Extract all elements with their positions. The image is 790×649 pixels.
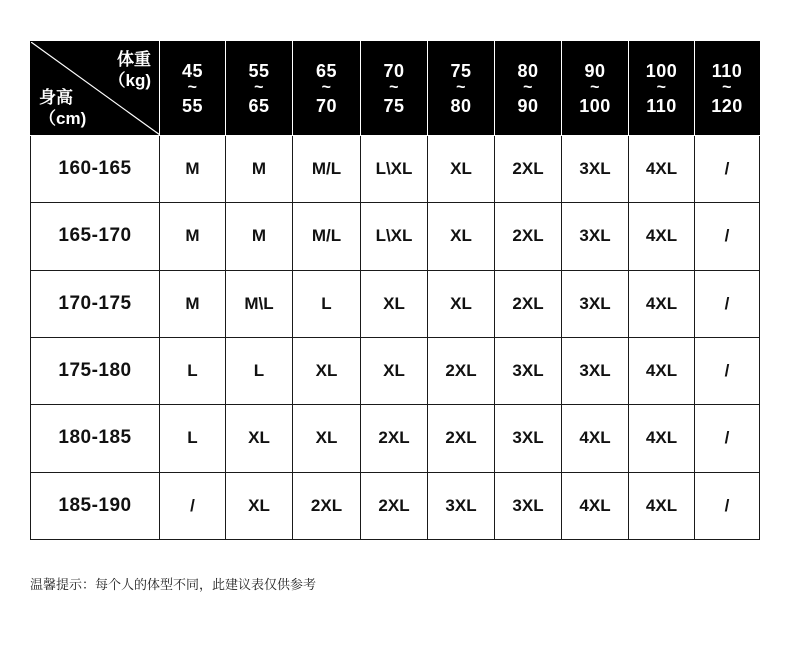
weight-range-tilde: ~	[722, 78, 732, 96]
size-cell: M\L	[226, 270, 293, 337]
size-cell: M	[226, 203, 293, 270]
size-cell: XL	[428, 136, 495, 203]
size-cell: 4XL	[629, 136, 695, 203]
size-cell: 2XL	[361, 405, 428, 472]
size-cell: /	[160, 472, 226, 539]
size-cell: L	[160, 337, 226, 404]
weight-range	[629, 62, 694, 115]
weight-range-header	[226, 42, 293, 136]
size-chart-table	[30, 41, 760, 540]
size-cell: 4XL	[629, 472, 695, 539]
size-cell: /	[695, 337, 760, 404]
weight-range-high: 100	[579, 96, 611, 117]
weight-range-header	[361, 42, 428, 136]
size-cell: 4XL	[629, 203, 695, 270]
weight-range-tilde: ~	[254, 78, 264, 96]
weight-range-tilde: ~	[389, 78, 399, 96]
size-cell: M/L	[293, 203, 361, 270]
weight-range-header	[695, 42, 760, 136]
table-row	[31, 405, 760, 472]
size-cell: /	[695, 203, 760, 270]
weight-range-header	[160, 42, 226, 136]
weight-range-high: 65	[248, 96, 270, 117]
size-cell: XL	[293, 405, 361, 472]
size-cell: 3XL	[562, 270, 629, 337]
size-cell: L	[293, 270, 361, 337]
weight-range-high: 55	[181, 96, 204, 117]
height-range-cell: 165-170	[31, 203, 160, 270]
size-cell: 2XL	[361, 472, 428, 539]
height-label: 身高	[39, 88, 73, 107]
weight-range-tilde: ~	[523, 78, 533, 96]
weight-axis-label	[109, 49, 152, 91]
weight-range	[361, 62, 427, 115]
size-cell: M	[226, 136, 293, 203]
size-cell: 3XL	[495, 337, 562, 404]
weight-range-low: 55	[248, 60, 270, 81]
table-body	[31, 136, 760, 540]
weight-range-tilde: ~	[187, 78, 198, 96]
weight-range-low: 80	[517, 60, 539, 81]
corner-header-cell	[31, 42, 160, 136]
size-advice-note: 温馨提示：每个人的体型不同，此建议表仅供参考	[30, 578, 317, 593]
weight-label: 体重	[117, 50, 151, 69]
table-row	[31, 136, 760, 203]
header-row	[31, 42, 760, 136]
weight-range-low: 100	[645, 60, 678, 81]
size-cell: 2XL	[495, 203, 562, 270]
weight-range-high: 120	[711, 96, 743, 117]
weight-range	[160, 62, 225, 115]
height-range-cell: 170-175	[31, 270, 160, 337]
table-row	[31, 472, 760, 539]
size-cell: 2XL	[495, 270, 562, 337]
weight-range	[293, 62, 360, 115]
size-cell: M	[160, 270, 226, 337]
weight-unit: （kg)	[108, 71, 151, 90]
weight-range	[495, 62, 561, 115]
size-cell: XL	[428, 203, 495, 270]
size-cell: XL	[226, 405, 293, 472]
size-cell: 3XL	[562, 203, 629, 270]
weight-range-tilde: ~	[656, 78, 667, 96]
weight-range-tilde: ~	[456, 78, 466, 96]
height-axis-label	[39, 87, 86, 129]
size-cell: L\XL	[361, 203, 428, 270]
weight-range	[226, 62, 292, 115]
table-row	[31, 337, 760, 404]
weight-range	[695, 62, 759, 115]
size-cell: 2XL	[428, 405, 495, 472]
weight-range-low: 110	[711, 60, 743, 81]
weight-range-tilde: ~	[590, 78, 600, 96]
size-cell: 2XL	[293, 472, 361, 539]
size-cell: M	[160, 203, 226, 270]
size-cell: M/L	[293, 136, 361, 203]
size-cell: /	[695, 405, 760, 472]
size-cell: 3XL	[562, 136, 629, 203]
weight-range-header	[495, 42, 562, 136]
weight-range-low: 70	[383, 60, 405, 81]
weight-range-high: 75	[383, 96, 405, 117]
weight-range-high: 90	[517, 96, 539, 117]
size-cell: XL	[361, 337, 428, 404]
weight-range-low: 65	[315, 60, 338, 81]
weight-range-high: 70	[315, 96, 338, 117]
height-range-cell: 160-165	[31, 136, 160, 203]
size-cell: XL	[293, 337, 361, 404]
size-cell: XL	[361, 270, 428, 337]
weight-range-low: 90	[584, 60, 606, 81]
weight-range-header	[562, 42, 629, 136]
size-cell: /	[695, 136, 760, 203]
size-cell: 3XL	[495, 405, 562, 472]
height-unit: （cm)	[39, 109, 87, 128]
size-cell: 2XL	[495, 136, 562, 203]
table-row	[31, 270, 760, 337]
weight-range-header	[293, 42, 361, 136]
size-cell: 3XL	[495, 472, 562, 539]
size-cell: 3XL	[562, 337, 629, 404]
size-cell: L\XL	[361, 136, 428, 203]
weight-range-tilde: ~	[321, 78, 332, 96]
size-cell: 4XL	[629, 405, 695, 472]
weight-range-high: 110	[646, 96, 677, 117]
size-cell: XL	[428, 270, 495, 337]
size-cell: L	[226, 337, 293, 404]
weight-range-header	[629, 42, 695, 136]
size-cell: 4XL	[629, 337, 695, 404]
weight-range-low: 75	[450, 60, 472, 81]
size-cell: 3XL	[428, 472, 495, 539]
size-cell: /	[695, 270, 760, 337]
height-range-cell: 175-180	[31, 337, 160, 404]
weight-range-high: 80	[450, 96, 472, 117]
size-cell: M	[160, 136, 226, 203]
weight-range-low: 45	[181, 60, 204, 81]
height-range-cell: 185-190	[31, 472, 160, 539]
size-cell: 4XL	[562, 472, 629, 539]
size-cell: 4XL	[562, 405, 629, 472]
height-range-cell: 180-185	[31, 405, 160, 472]
size-cell: /	[695, 472, 760, 539]
weight-range-header	[428, 42, 495, 136]
weight-range	[562, 62, 628, 115]
size-cell: 4XL	[629, 270, 695, 337]
size-cell: XL	[226, 472, 293, 539]
size-cell: L	[160, 405, 226, 472]
table-row	[31, 203, 760, 270]
size-cell: 2XL	[428, 337, 495, 404]
table-header	[31, 42, 760, 136]
weight-range	[428, 62, 494, 115]
